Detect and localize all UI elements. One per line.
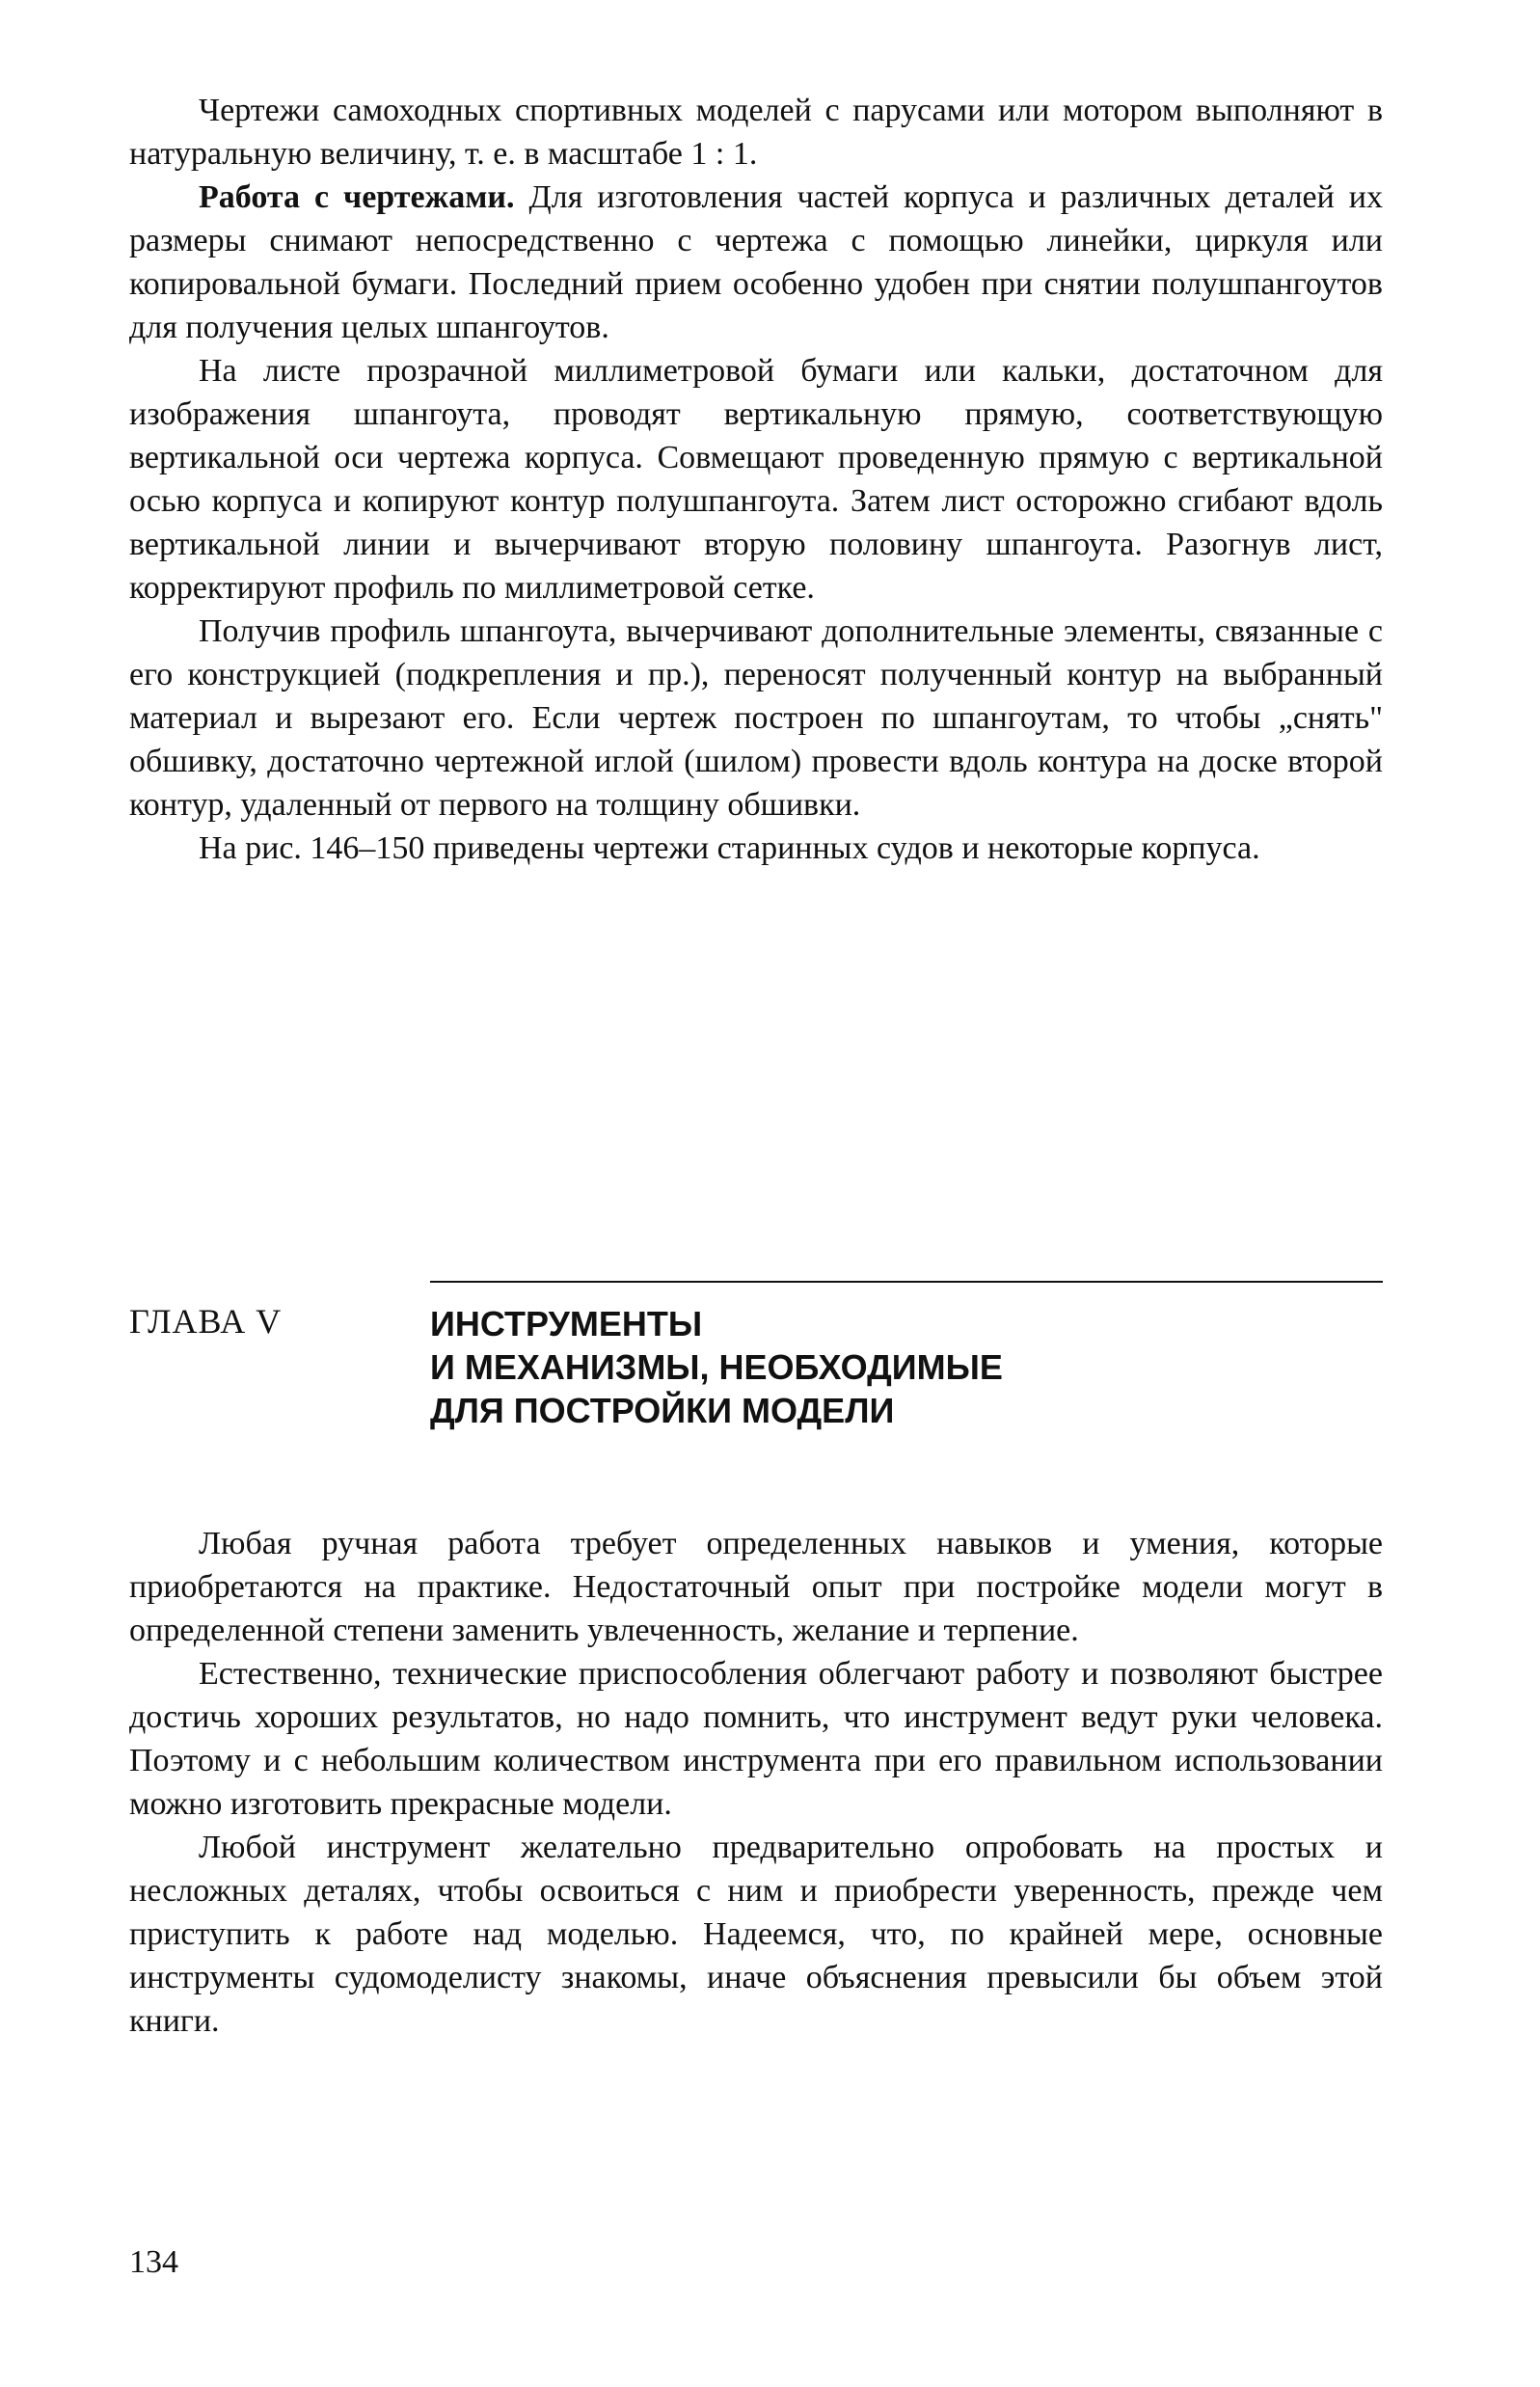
paragraph-manual-work: Любая ручная работа требует определенных навыков и умения, которые приобретаются на практике. Недостаточный опыт при постройке модели могут в определенной степени заменить увлеченность, желание и терпение.: [129, 1526, 1383, 1648]
chapter-title-line: ДЛЯ ПОСТРОЙКИ МОДЕЛИ: [430, 1391, 895, 1430]
paragraph-technical-devices: Естественно, технические приспособления облегчают работу и позволяют быстрее достичь хороших результатов, но надо помнить, что инструмент ведут руки человека. Поэтому и с небольшим количеством инструмента при его правильном использовании можно изготовить прекрасные модели.: [129, 1656, 1383, 1822]
chapter-title-line: ИНСТРУМЕНТЫ: [430, 1304, 703, 1343]
chapter-title-line: И МЕХАНИЗМЫ, НЕОБХОДИМЫЕ: [430, 1347, 1003, 1387]
chapter-title: [430, 1302, 1383, 1432]
paragraph-tracing-frame: На листе прозрачной миллиметровой бумаги или кальки, достаточном для изображения шпангоута, проводят вертикальную прямую, соответствующую вертикальной оси чертежа корпуса. Совмещают проведенную прямую с вертикальной осью корпуса и копируют контур полушпангоута. Затем лист осторожно сгибают вдоль вертикальной линии и вычерчивают вторую половину шпангоута. Разогнув лист, корректируют профиль по миллиметровой сетке.: [129, 353, 1383, 606]
chapter-rule: [430, 1281, 1383, 1283]
run-in-heading: Работа с чертежами.: [199, 179, 515, 215]
chapter-label: ГЛАВА V: [129, 1302, 283, 1341]
paragraph-working-with-drawings: [129, 176, 1383, 349]
bottom-text-block: [129, 1522, 1383, 2043]
paragraph-frame-profile: Получив профиль шпангоута, вычерчивают дополнительные элементы, связанные с его конструкцией (подкрепления и пр.), переносят полученный контур на выбранный материал и вырезают его. Если чертеж построен по шпангоутам, то чтобы „снять" обшивку, достаточно чертежной иглой (шилом) провести вдоль контура на доске второй контур, удаленный от первого на толщину обшивки.: [129, 613, 1383, 823]
paragraph-figures-reference: На рис. 146–150 приведены чертежи старинных судов и некоторые корпуса.: [199, 830, 1260, 866]
paragraph-scale: Чертежи самоходных спортивных моделей с парусами или мотором выполняют в натуральную величину, т. е. в масштабе 1 : 1.: [129, 93, 1383, 172]
top-text-block: [129, 89, 1383, 870]
chapter-heading: [129, 1281, 1383, 1454]
paragraph-try-tools: Любой инструмент желательно предварительно опробовать на простых и несложных деталях, чтобы освоиться с ним и приобрести уверенность, прежде чем приступить к работе над моделью. Надеемся, что, по крайней мере, основные инструменты судомоделисту знакомы, иначе объяснения превысили бы объем этой книги.: [129, 1830, 1383, 2039]
page-number: 134: [129, 2244, 178, 2280]
paragraph-working-with-drawings-text: Для изготовления частей корпуса и различных деталей их размеры снимают непосредственно с чертежа с помощью линейки, циркуля или копировальной бумаги. Последний прием особенно удобен при снятии полушпангоутов для получения целых шпангоутов.: [129, 179, 1384, 345]
